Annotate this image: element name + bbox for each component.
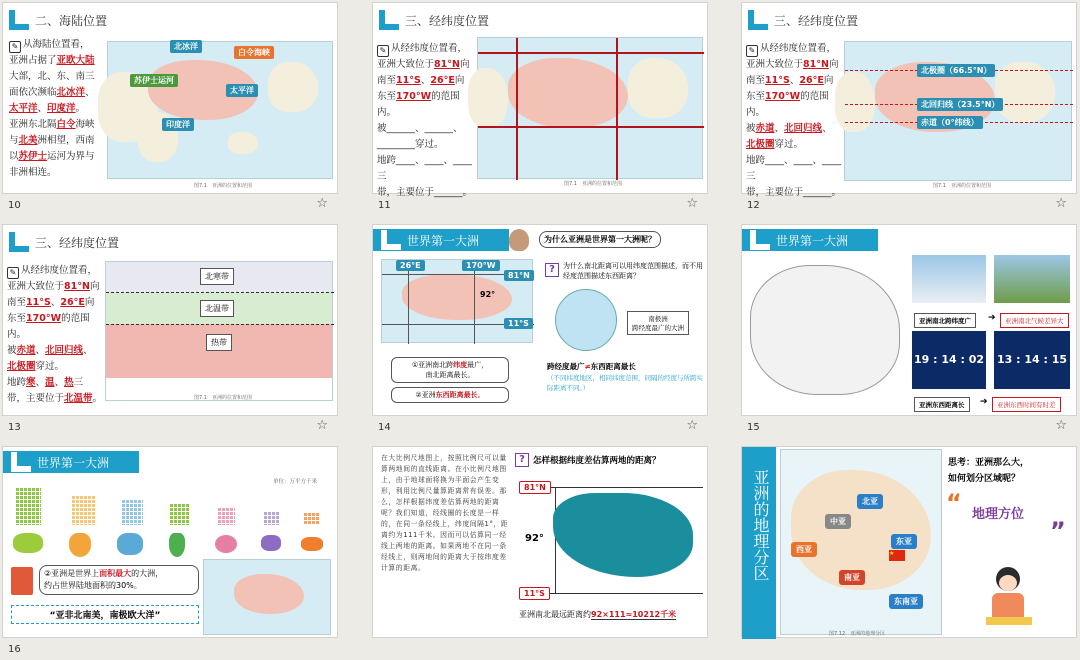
- asia-map-thumb: [203, 559, 331, 635]
- asia-shape-map: [519, 479, 703, 597]
- answer-line: 亚洲南北最远距离约92×111≈10212千米: [519, 610, 677, 619]
- asia-regions-map: [780, 449, 942, 635]
- logo-icon: [750, 230, 770, 250]
- map-label: 印度洋: [162, 118, 194, 131]
- note-icon: ✎: [7, 267, 19, 279]
- coord-label: 11°S: [519, 587, 550, 600]
- reading-text: 在大比例尺地图上，按照比例尺可以量算两地间的直线距离。在小比例尺地图上，由于地球面将换为平面会产生变形，利用比例尺量算距离常有误差。那么，怎样根据纬度差估算两地的距离呢？我们知道，经线圈的长度是一样的，在同一条经线上，纬度间隔1°，距离约为111千米。因而可以估算同一经线上两地的距离。如果两地不在同一条经线上，则两地间的距离大于按纬度差计算的距离。: [381, 454, 509, 572]
- figure-caption: 图7.1 亚洲的位置和范围: [194, 183, 252, 189]
- avatar: [509, 229, 529, 251]
- slide-header: [742, 229, 878, 251]
- slide-11[interactable]: [372, 2, 708, 198]
- slide-title: 世界第一大洲: [407, 233, 480, 248]
- slide-footer: [372, 196, 708, 216]
- slide-title: 三、经纬度位置: [405, 13, 490, 28]
- fact-label: 亚洲南北气候差异大: [1000, 313, 1069, 328]
- photo-tropical: [994, 255, 1070, 303]
- note-icon: ✎: [9, 41, 21, 53]
- map-label: 太平洋: [226, 84, 258, 97]
- slide-number: 11: [378, 200, 391, 211]
- slide-title: 三、经纬度位置: [774, 13, 859, 28]
- slide-title: 世界第一大洲: [37, 455, 110, 470]
- logo-icon: [379, 10, 399, 30]
- star-icon[interactable]: ☆: [686, 196, 698, 211]
- logo-icon: [11, 452, 31, 472]
- logo-icon: [381, 230, 401, 250]
- star-icon[interactable]: ☆: [316, 418, 328, 433]
- climate-zone-map: [105, 261, 333, 401]
- arrow-icon: ➔: [980, 397, 988, 407]
- region-label: 中亚: [825, 514, 851, 529]
- slide-number: 14: [378, 422, 391, 433]
- slide-footer: [2, 640, 338, 660]
- slide-header: [9, 231, 119, 253]
- latitude-label: 北极圈（66.5°N）: [917, 64, 995, 77]
- slide-12[interactable]: [741, 2, 1077, 198]
- latitude-span: 92°: [525, 533, 544, 544]
- slide-footer: [2, 418, 338, 438]
- quote-icon: “: [946, 489, 962, 517]
- conclusion: 跨经度最广≠东西距离最长: [547, 362, 636, 371]
- slide-number: 10: [8, 200, 21, 211]
- fact-label: 亚洲东西时间有时差: [992, 397, 1061, 412]
- slide-footer: [372, 418, 708, 438]
- continent-silhouettes: [11, 531, 331, 559]
- slide-17[interactable]: [372, 446, 708, 638]
- zone-label: 热带: [206, 334, 232, 351]
- slide-title: 三、经纬度位置: [35, 235, 120, 250]
- region-label: 东南亚: [889, 594, 923, 609]
- note-icon: ✎: [377, 45, 389, 57]
- slide-text: ✎ 从经纬度位置看， 亚洲大致位于81°N向 南至11°S、26°E向 东至170°W的范围内。 被赤道、北回归线、 北极圈穿过。 地跨寒、温、热三 带，主要位于北温带。: [7, 265, 103, 404]
- fact-label: 亚洲南北跨纬度广: [914, 313, 976, 328]
- slide-header: [748, 9, 858, 31]
- star-icon[interactable]: ☆: [1055, 196, 1067, 211]
- region-label: 西亚: [791, 542, 817, 557]
- unit-label: 单位：万平方千米: [273, 479, 318, 485]
- think-question: 思考：亚洲那么大， 如何划分区域呢？: [948, 458, 1030, 484]
- logo-icon: [9, 232, 29, 252]
- coord-label: 81°N: [519, 481, 551, 494]
- latitude-span: 92°: [480, 290, 496, 299]
- figure-caption: 图7.1 亚洲的位置和范围: [933, 183, 991, 189]
- map-label: 白令海峡: [234, 46, 274, 59]
- slide-header: [3, 451, 139, 473]
- slide-15[interactable]: [741, 224, 1077, 416]
- question-title: 怎样根据纬度差估算两地的距离？: [533, 456, 661, 466]
- question-text: 为什么南北距离可以用纬度范围描述，而不用经度范围描述东西距离？: [563, 262, 703, 280]
- slide-title: 二、海陆位置: [35, 13, 108, 28]
- notebook-icon: [11, 567, 33, 595]
- globe-label: 南极洲 跨经度最广的大洲: [627, 311, 689, 335]
- asia-outline-map: [750, 265, 900, 395]
- side-title-panel: [742, 447, 776, 639]
- slide-header: [9, 9, 107, 31]
- map-label: 苏伊士运河: [130, 74, 178, 87]
- slide-footer: [2, 196, 338, 216]
- area-bar: [217, 507, 235, 525]
- slide-16[interactable]: [2, 446, 338, 638]
- coord-label: 11°S: [504, 318, 533, 329]
- slide-13[interactable]: [2, 224, 338, 416]
- speech-bubble: 为什么亚洲是世界第一大洲呢？: [539, 231, 661, 248]
- area-bar: [71, 495, 95, 525]
- latitude-label: 北回归线（23.5°N）: [917, 98, 1003, 111]
- keyword: 地理方位: [972, 507, 1025, 522]
- map-label: 北冰洋: [170, 40, 202, 53]
- world-map: [477, 37, 703, 187]
- logo-icon: [748, 10, 768, 30]
- photo-snow: [912, 255, 986, 303]
- coord-label: 26°E: [396, 260, 425, 271]
- region-label: 南亚: [839, 570, 865, 585]
- latitude-label: 赤道（0°纬线）: [917, 116, 983, 129]
- figure-caption: 图7.12 亚洲的地理分区: [829, 631, 886, 637]
- slide-text: ✎ 从经纬度位置看， 亚洲大致位于81°N向 南至11°S、26°E向 东至170°W的范围内。 被赤道、北回归线、 北极圈穿过。 地跨____、____、____三 带，主要位于______。: [746, 43, 842, 198]
- slide-footer: [741, 418, 1077, 438]
- slide-number: 13: [8, 422, 21, 433]
- fact-box: ②亚洲东西距离最长。: [391, 387, 509, 403]
- world-map: [844, 41, 1072, 189]
- zone-label: 北寒带: [200, 268, 234, 285]
- slide-10[interactable]: [2, 2, 338, 194]
- area-bar: [15, 487, 41, 525]
- coord-label: 170°W: [462, 260, 500, 271]
- star-icon[interactable]: ☆: [1055, 418, 1067, 433]
- slide-text: ✎ 从海陆位置看， 亚洲占据了亚欧大陆 大部，北、东、南三 面依次濒临北冰洋、 太平洋、印度洋。 亚洲东北隔白令海峡 与北美洲相望，西南 以苏伊士运河为界与 非洲相连。: [9, 39, 95, 178]
- coord-label: 81°N: [504, 270, 534, 281]
- question-icon: ?: [545, 263, 559, 277]
- region-label: 东亚: [891, 534, 917, 549]
- asia-coordinate-map: [381, 259, 533, 343]
- area-bar: [303, 512, 319, 525]
- world-map: [107, 41, 333, 189]
- slide-number: 15: [747, 422, 760, 433]
- area-bar: [121, 499, 143, 525]
- note-icon: ✎: [746, 45, 758, 57]
- arrow-icon: ➔: [988, 313, 996, 323]
- slide-18[interactable]: [741, 446, 1077, 638]
- fact-box: ②亚洲是世界上面积最大的大洲， 约占世界陆地面积的30%。: [39, 565, 199, 595]
- fact-label: 亚洲东西距离长: [914, 397, 970, 412]
- area-bar: [263, 511, 279, 525]
- slide-footer: [741, 196, 1077, 216]
- slide-header: [379, 9, 489, 31]
- slide-number: 12: [747, 200, 760, 211]
- clock-panel: 13 : 14 : 15: [994, 331, 1070, 389]
- vertical-title: 亚洲的地理分区: [751, 469, 770, 581]
- fact-box: ①亚洲南北跨纬度最广， 南北距离最长。: [391, 357, 509, 383]
- star-icon[interactable]: ☆: [316, 196, 328, 211]
- conclusion-note: （不同纬度地区，相同纬度范围，同隔的经度与所跨实际距离不同。）: [547, 374, 703, 392]
- clock-panel: 19 : 14 : 02: [912, 331, 986, 389]
- globe-graphic: [555, 289, 617, 351]
- quote-icon: ”: [1050, 517, 1066, 545]
- slide-text: ✎ 从经纬度位置看， 亚洲大致位于81°N向 南至11°S、26°E向 东至170°W的范围内。 被______、______、 ________穿过。 地跨____、____、____三 带，主要位于______。: [377, 43, 473, 198]
- slide-title: 世界第一大洲: [776, 233, 849, 248]
- area-bar: [169, 503, 189, 525]
- slide-header: [373, 229, 509, 251]
- question-icon: ?: [515, 453, 529, 467]
- region-label: 北亚: [857, 494, 883, 509]
- area-chart: [11, 485, 331, 525]
- slide-14[interactable]: [372, 224, 708, 416]
- slide-number: 16: [8, 644, 21, 655]
- mnemonic-box: “亚非北南美，南极欧大洋”: [11, 605, 199, 624]
- zone-label: 北温带: [200, 300, 234, 317]
- figure-caption: 图7.1 亚洲的位置和范围: [194, 395, 252, 401]
- china-flag-icon: ★: [889, 550, 905, 561]
- figure-caption: 图7.1 亚洲的位置和范围: [564, 181, 622, 187]
- logo-icon: [9, 10, 29, 30]
- student-illustration: [986, 567, 1032, 631]
- star-icon[interactable]: ☆: [686, 418, 698, 433]
